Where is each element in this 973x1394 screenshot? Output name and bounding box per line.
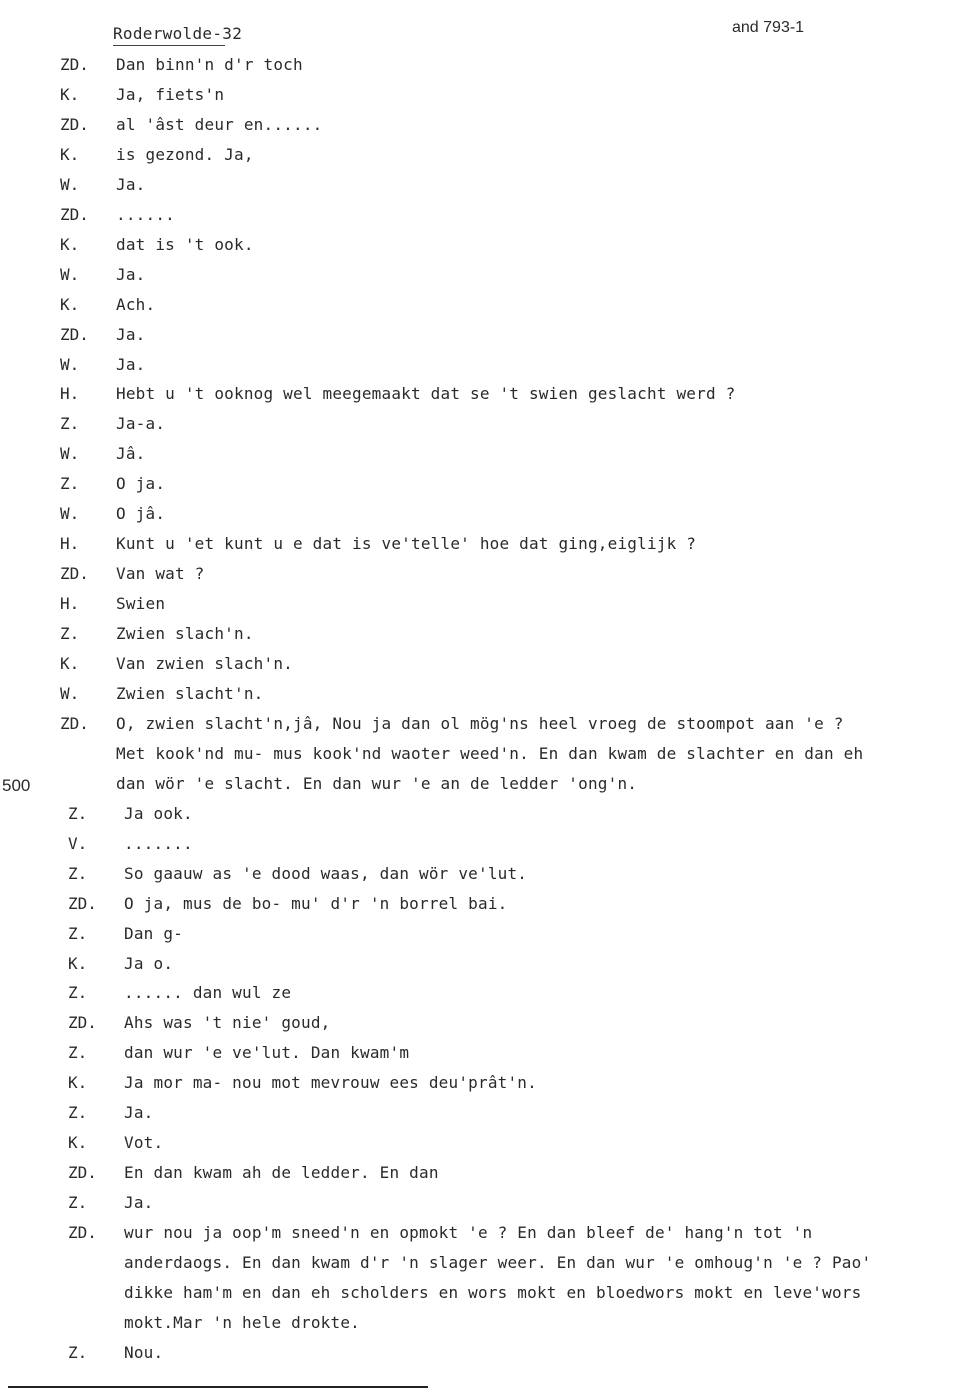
utterance-line: O, zwien slacht'n,jâ, Nou ja dan ol mög'ns heel vroeg de stoompot aan 'e ? [116, 713, 844, 733]
utterance-line: Van zwien slach'n. [116, 654, 293, 673]
speaker-label: W. [60, 444, 80, 464]
speaker-label: H. [60, 534, 80, 554]
utterance-line: Ja. [116, 324, 146, 344]
utterance-line: Dan binn'n d'r toch [116, 55, 303, 74]
utterance-line: Ja. [116, 174, 146, 194]
utterance-line: Zwien slach'n. [116, 624, 254, 644]
speaker-label: H. [60, 594, 80, 614]
utterance-line: ...... dan wul ze [124, 983, 292, 1003]
utterance-line: Met kook'nd mu- mus kook'nd waoter weed'n. En dan kwam de slachter en dan eh [116, 743, 864, 763]
utterance-line: Ja o. [124, 953, 174, 973]
utterance-line: Nou. [124, 1342, 164, 1362]
utterance-line: Van wat ? [116, 564, 205, 584]
speaker-label: ZD. [60, 713, 89, 733]
bottom-rule [8, 1386, 428, 1388]
speaker-label: K. [68, 953, 88, 973]
speaker-label: K. [60, 84, 80, 104]
speaker-label: K. [60, 654, 80, 673]
utterance-line: ....... [124, 833, 193, 853]
speaker-label: ZD. [68, 1163, 97, 1183]
speaker-label: Z. [68, 803, 88, 823]
utterance-line: Ja. [116, 264, 146, 284]
utterance-line: Dan g- [124, 923, 183, 943]
speaker-label: K. [68, 1073, 88, 1093]
utterance-line: ...... [116, 204, 175, 224]
speaker-label: ZD. [60, 204, 89, 224]
utterance-line: Jâ. [116, 444, 146, 464]
utterance-line: al 'âst deur en...... [116, 114, 323, 134]
speaker-label: K. [60, 234, 80, 254]
utterance-line: Ja. [116, 354, 146, 374]
speaker-label: W. [60, 174, 80, 194]
speaker-label: K. [68, 1133, 88, 1153]
speaker-label: Z. [60, 474, 80, 494]
speaker-label: ZD. [60, 55, 89, 74]
speaker-label: W. [60, 354, 80, 374]
utterance-line: wur nou ja oop'm sneed'n en opmokt 'e ? En dan bleef de' hang'n tot 'n [124, 1223, 813, 1243]
speaker-label: W. [60, 264, 80, 284]
utterance-line: O ja. [116, 474, 166, 494]
utterance-line: mokt.Mar 'n hele drokte. [124, 1312, 360, 1332]
speaker-label: ZD. [68, 1223, 97, 1243]
speaker-label: W. [60, 683, 80, 703]
speaker-label: Z. [68, 983, 88, 1003]
utterance-line: dan wur 'e ve'lut. Dan kwam'm [124, 1043, 410, 1063]
speaker-label: Z. [68, 863, 88, 883]
utterance-line: Vot. [124, 1133, 164, 1153]
speaker-label: ZD. [68, 893, 97, 913]
page-title: Roderwolde-32 [113, 24, 243, 43]
speaker-label: Z. [60, 624, 80, 644]
utterance-line: Ach. [116, 294, 156, 314]
utterance-line: Zwien slacht'n. [116, 683, 264, 703]
utterance-line: Ja-a. [116, 414, 166, 434]
speaker-label: Z. [68, 1103, 88, 1123]
utterance-line: dan wör 'e slacht. En dan wur 'e an de ledder 'ong'n. [116, 773, 638, 793]
utterance-line: Ahs was 't nie' goud, [124, 1013, 331, 1033]
speaker-label: Z. [68, 1193, 88, 1213]
speaker-label: H. [60, 384, 80, 404]
utterance-line: Ja. [124, 1103, 154, 1123]
speaker-label: K. [60, 294, 80, 314]
speaker-label: V. [68, 833, 88, 853]
speaker-label: Z. [68, 1342, 88, 1362]
speaker-label: Z. [68, 923, 88, 943]
speaker-label: K. [60, 144, 80, 164]
utterance-line: Kunt u 'et kunt u e dat is ve'telle' hoe dat ging,eiglijk ? [116, 534, 697, 554]
utterance-line: is gezond. Ja, [116, 144, 254, 164]
utterance-line: En dan kwam ah de ledder. En dan [124, 1163, 439, 1183]
margin-line-number: 500 [2, 776, 31, 795]
utterance-line: Ja, fiets'n [116, 84, 225, 104]
speaker-label: ZD. [68, 1013, 97, 1033]
reference-number: and 793-1 [732, 19, 805, 36]
utterance-line: dikke ham'm en dan eh scholders en wors mokt en bloedwors mokt en leve'wors [124, 1282, 862, 1302]
utterance-line: Hebt u 't ooknog wel meegemaakt dat se 't swien geslacht werd ? [116, 384, 736, 404]
utterance-line: O ja, mus de bo- mu' d'r 'n borrel bai. [124, 893, 508, 913]
utterance-line: So gaauw as 'e dood waas, dan wör ve'lut. [124, 863, 528, 883]
utterance-line: dat is 't ook. [116, 234, 254, 254]
utterance-line: anderdaogs. En dan kwam d'r 'n slager weer. En dan wur 'e omhoug'n 'e ? Pao' [124, 1253, 872, 1272]
speaker-label: ZD. [60, 324, 89, 344]
speaker-label: ZD. [60, 564, 89, 584]
speaker-label: Z. [60, 414, 80, 434]
speaker-label: W. [60, 504, 80, 524]
utterance-line: Ja mor ma- nou mot mevrouw ees deu'prât'n. [124, 1073, 537, 1093]
speaker-label: Z. [68, 1043, 88, 1063]
utterance-line: Ja. [124, 1193, 154, 1213]
utterance-line: Swien [116, 594, 166, 614]
utterance-line: Ja ook. [124, 803, 193, 823]
speaker-label: ZD. [60, 114, 89, 134]
utterance-line: O jâ. [116, 504, 166, 524]
